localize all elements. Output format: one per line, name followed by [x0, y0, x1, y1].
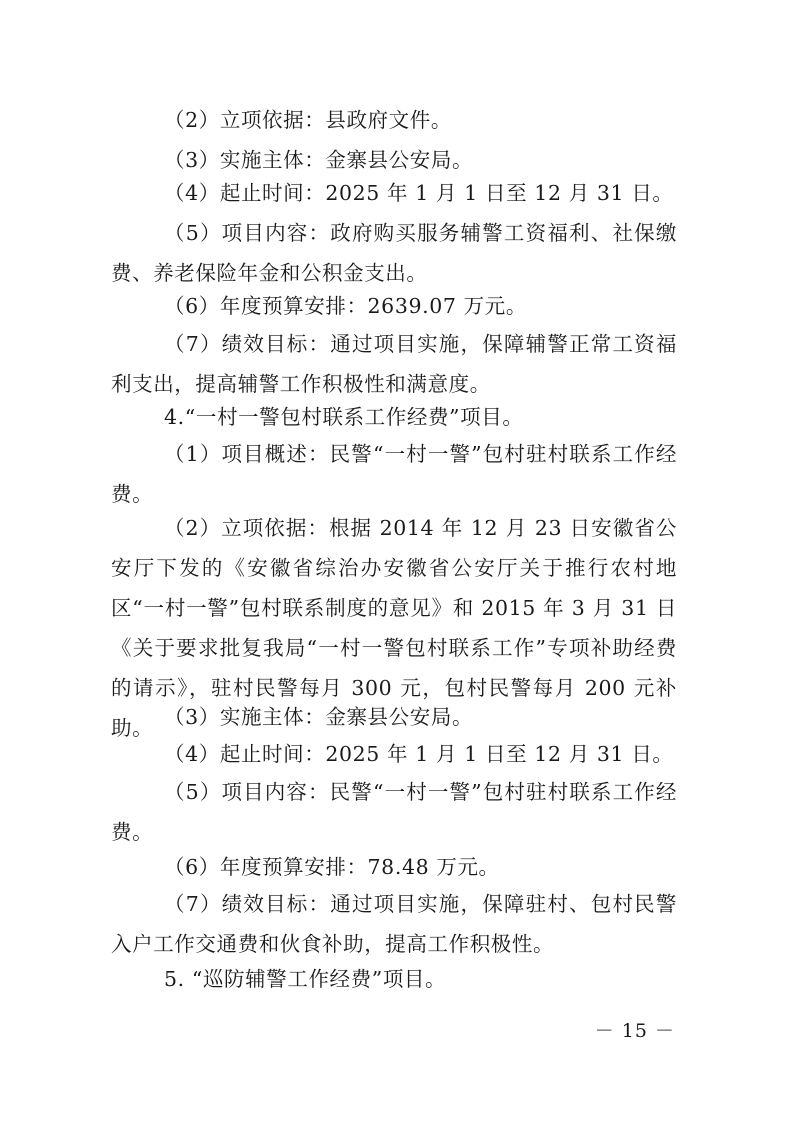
section-heading-4: 4.“一村一警包村联系工作经费”项目。	[164, 405, 524, 429]
paragraph-project-content-2: （5）项目内容：民警“一村一警”包村驻村联系工作经费。	[111, 780, 677, 844]
paragraph-time-period: （4）起止时间：2025 年 1 月 1 日至 12 月 31 日。	[164, 181, 674, 205]
page-number: － 15 －	[594, 1020, 675, 1042]
paragraph-project-basis: （2）立项依据：县政府文件。	[164, 108, 452, 132]
paragraph-project-overview: （1）项目概述：民警“一村一警”包村驻村联系工作经费。	[111, 442, 677, 506]
paragraph-implementing-entity-2: （3）实施主体：金寨县公安局。	[164, 705, 474, 729]
paragraph-annual-budget: （6）年度预算安排：2639.07 万元。	[164, 294, 527, 318]
paragraph-annual-budget-2: （6）年度预算安排：78.48 万元。	[164, 855, 500, 879]
paragraph-performance-goal: （7）绩效目标：通过项目实施，保障辅警正常工资福利支出，提高辅警工作积极性和满意度。	[111, 332, 677, 396]
paragraph-project-content: （5）项目内容：政府购买服务辅警工资福利、社保缴费、养老保险年金和公积金支出。	[111, 221, 677, 285]
paragraph-project-basis-2: （2）立项依据：根据 2014 年 12 月 23 日安徽省公安厅下发的《安徽省综治办安徽省公安厅关于推行农村地区“一村一警”包村联系制度的意见》和 2015 年 3 月 31 日《关于要求批复我局“一村一警包村联系工作”专项补助经费的请示》，驻村民警每月 300 元，包村民警每月 200 元补助。	[111, 516, 677, 740]
paragraph-time-period-2: （4）起止时间：2025 年 1 月 1 日至 12 月 31 日。	[164, 742, 674, 766]
paragraph-performance-goal-2: （7）绩效目标：通过项目实施，保障驻村、包村民警入户工作交通费和伙食补助，提高工作积极性。	[111, 892, 677, 956]
section-heading-5: 5. “巡防辅警工作经费”项目。	[164, 967, 447, 991]
paragraph-implementing-entity: （3）实施主体：金寨县公安局。	[164, 148, 474, 172]
